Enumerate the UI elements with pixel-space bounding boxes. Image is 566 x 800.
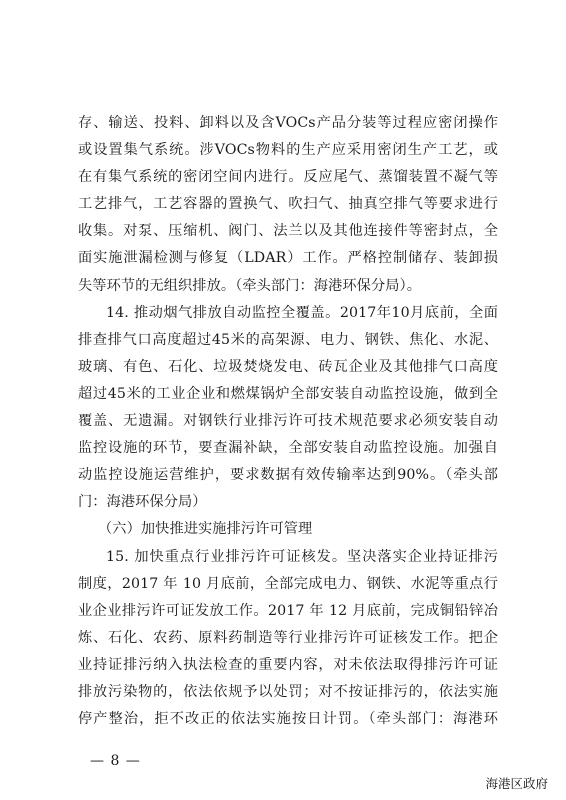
text-line: 制度，2017 年 10 月底前，全部完成电力、钢铁、水泥等重点行 bbox=[78, 575, 498, 592]
page-number: — 8 — bbox=[90, 753, 141, 769]
text-line: 业持证排污纳入执法检查的重要内容，对未依法取得排污许可证 bbox=[78, 656, 498, 673]
text-line: 监控设施的环节，要查漏补缺，全部安装自动监控设施。加强自 bbox=[78, 440, 498, 457]
text-line: 面实施泄漏检测与修复（LDAR）工作。严格控制储存、装卸损 bbox=[78, 250, 498, 267]
text-line: 业企业排污许可证发放工作。2017 年 12 月底前，完成铜铅锌冶 bbox=[78, 602, 498, 619]
text-line: 动监控设施运营维护，要求数据有效传输率达到90%。（牵头部 bbox=[78, 467, 498, 484]
paragraph-14-start: 14. 推动烟气排放自动监控全覆盖。2017年10月底前，全面 bbox=[106, 304, 498, 321]
text-line: 或设置集气系统。涉VOCs物料的生产应采用密闭生产工艺，或 bbox=[78, 142, 498, 159]
text-line: 炼、石化、农药、原料药制造等行业排污许可证核发工作。把企 bbox=[78, 629, 498, 646]
text-line: 工艺排气，工艺容器的置换气、吹扫气、抽真空排气等要求进行 bbox=[78, 196, 498, 213]
text-line: 排放污染物的，依法依规予以处罚；对不按证排污的，依法实施 bbox=[78, 683, 498, 700]
document-body bbox=[78, 110, 498, 733]
text-line: 超过45米的工业企业和燃煤锅炉全部安装自动监控设施，做到全 bbox=[78, 385, 498, 402]
text-line: 覆盖、无遗漏。对钢铁行业排污许可技术规范要求必须安装自动 bbox=[78, 413, 498, 430]
text-line: 停产整治，拒不改正的依法实施按日计罚。（牵头部门：海港环 bbox=[78, 711, 498, 728]
text-line: 失等环节的无组织排放。（牵头部门：海港环保分局）。 bbox=[78, 277, 421, 294]
paragraph-15-start: 15. 加快重点行业排污许可证核发。坚决落实企业持证排污 bbox=[106, 548, 498, 565]
section-heading: （六）加快推进实施排污许可管理 bbox=[98, 521, 313, 538]
text-line: 门：海港环保分局） bbox=[78, 494, 207, 511]
text-line: 在有集气系统的密闭空间内进行。反应尾气、蒸馏装置不凝气等 bbox=[78, 169, 498, 186]
text-line: 存、输送、投料、卸料以及含VOCs产品分装等过程应密闭操作 bbox=[78, 115, 498, 131]
text-line: 收集。对泵、压缩机、阀门、法兰以及其他连接件等密封点，全 bbox=[78, 223, 498, 240]
source-watermark: 海港区政府 bbox=[485, 776, 548, 791]
text-line: 玻璃、有色、石化、垃圾焚烧发电、砖瓦企业及其他排气口高度 bbox=[78, 358, 498, 375]
text-line: 排查排气口高度超过45米的高架源、电力、钢铁、焦化、水泥、 bbox=[78, 331, 498, 348]
